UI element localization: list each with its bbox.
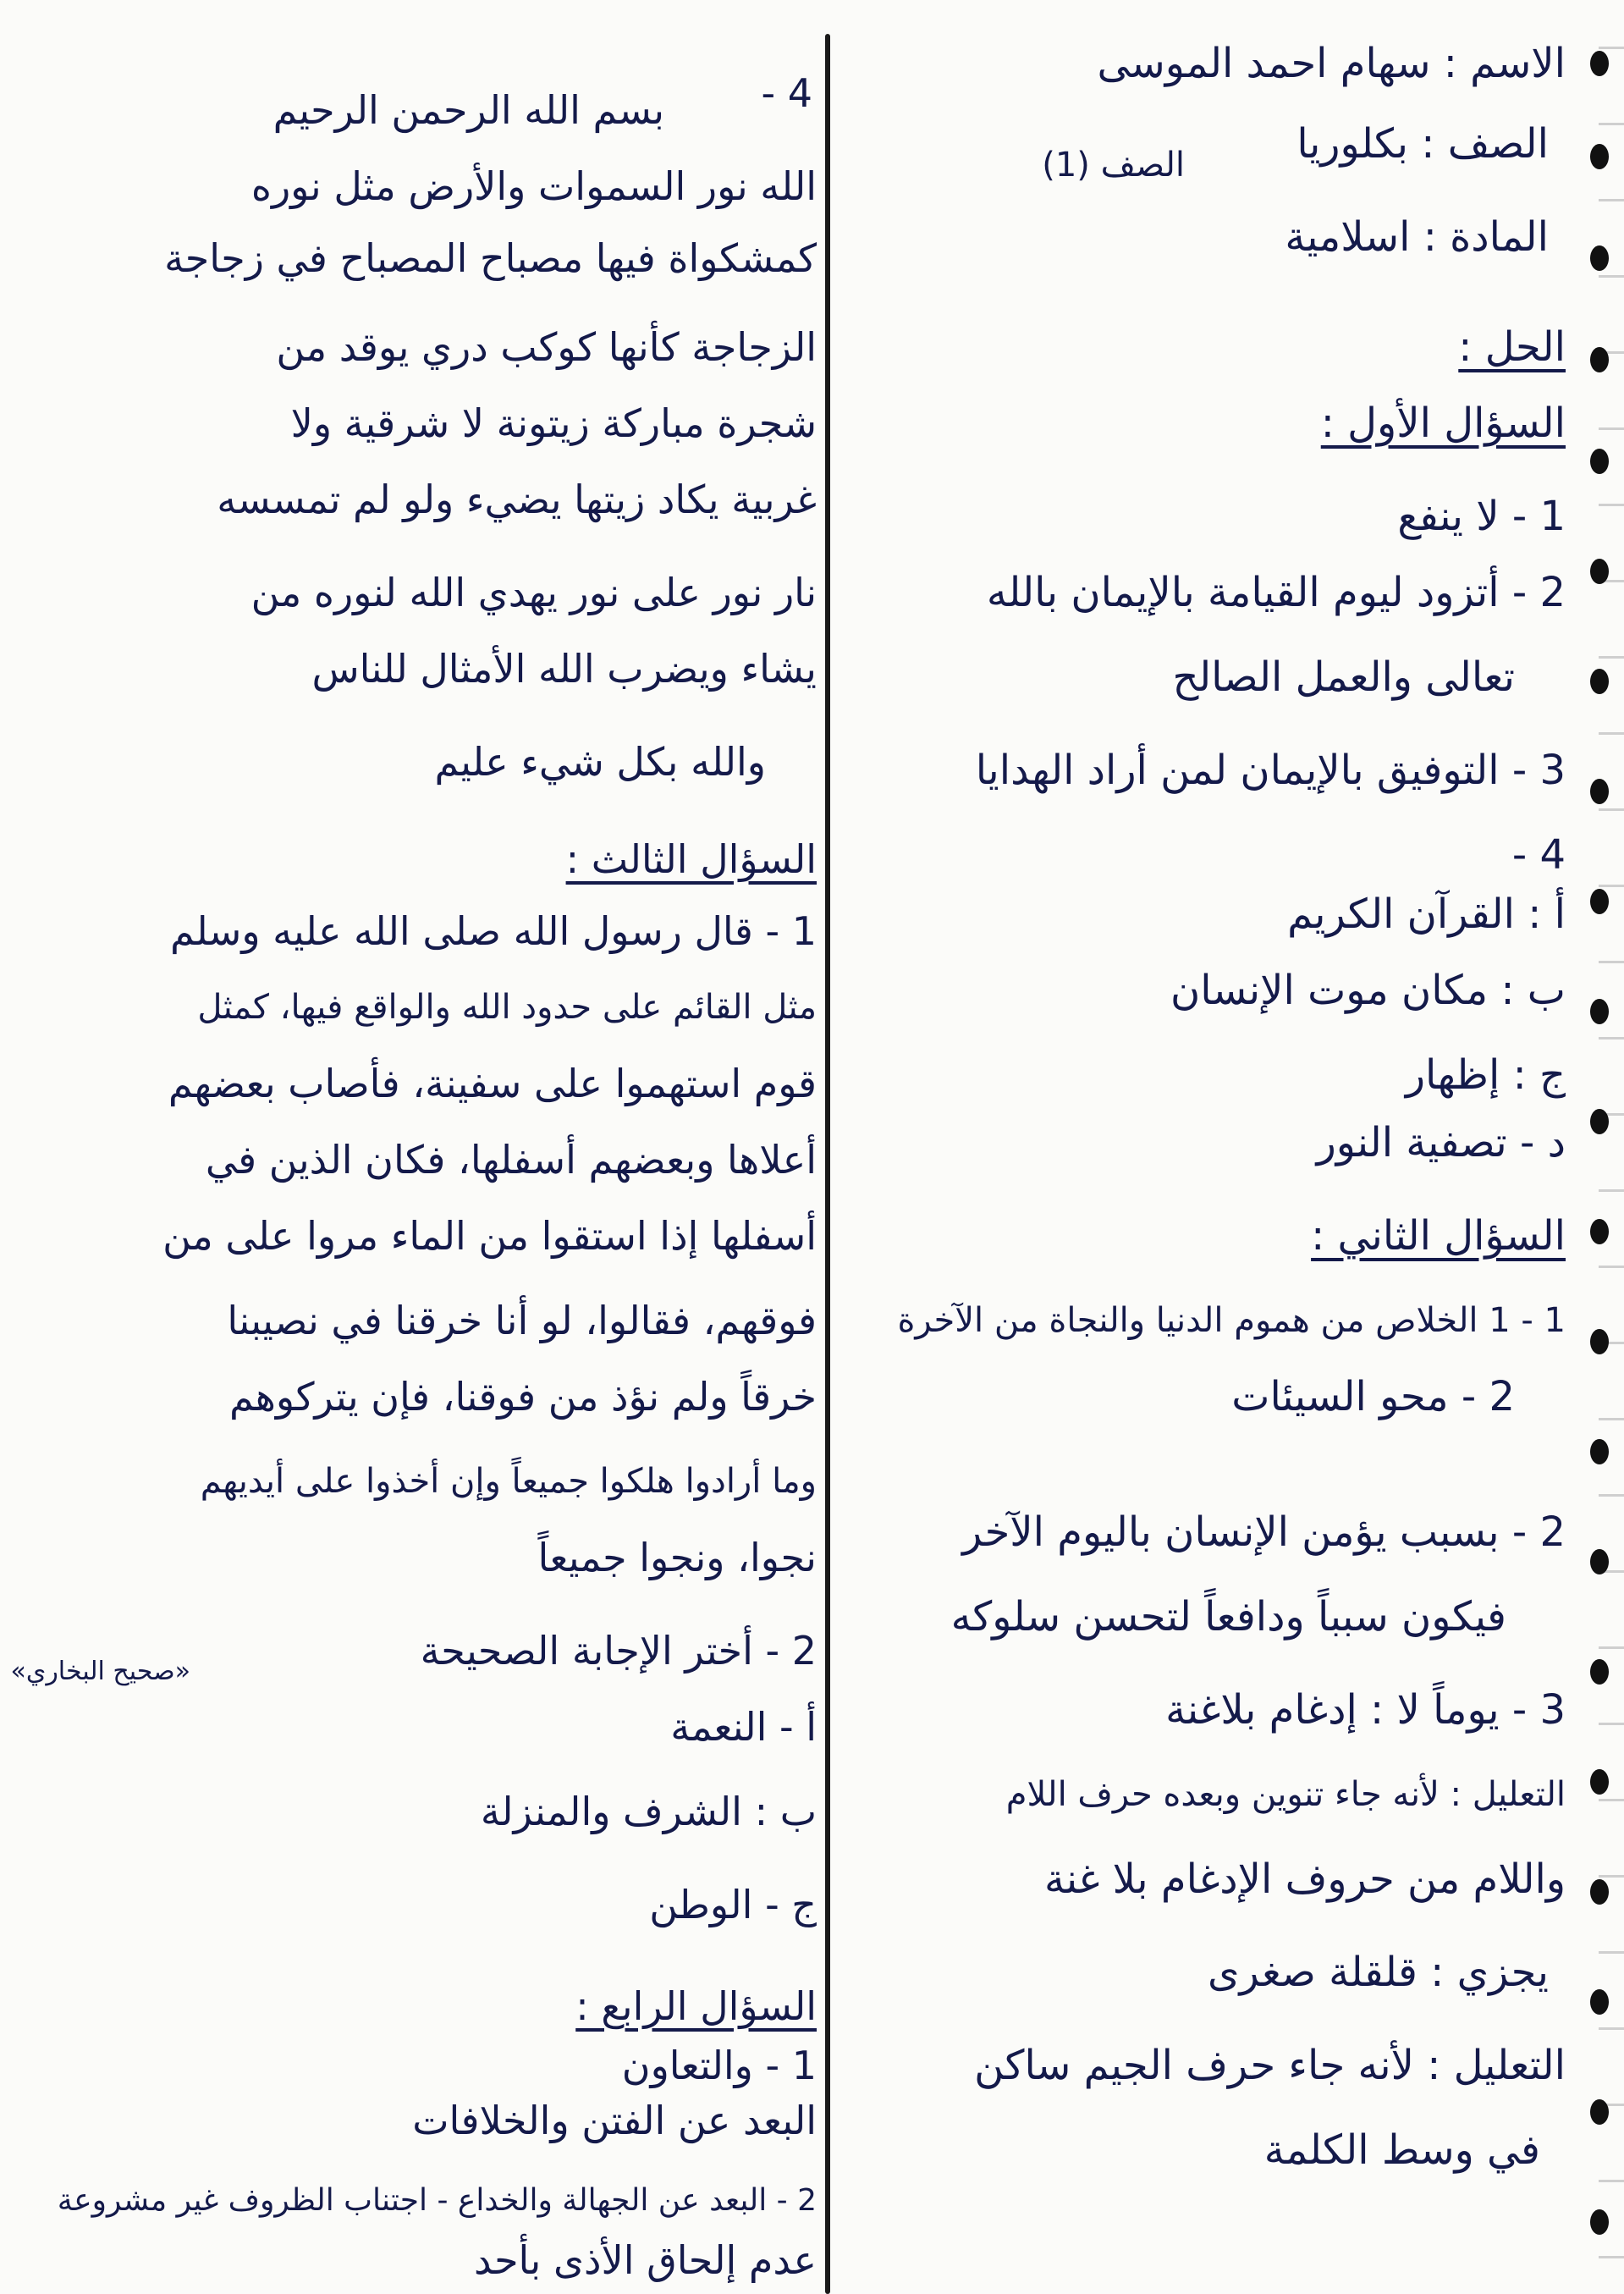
hadith-source: «صحيح البخاري» <box>10 1657 190 1686</box>
q1-line: تعالى والعمل الصالح <box>1172 653 1515 701</box>
binding-hole <box>1590 1329 1609 1354</box>
binding-hole <box>1590 889 1609 914</box>
binding-hole <box>1590 2099 1609 2125</box>
q1-title: السؤال الأول : <box>1320 400 1566 447</box>
q4-line: 2 - البعد عن الجهالة والخداع - اجتناب الظروف غير مشروعة <box>57 2183 817 2218</box>
q4-line: البعد عن الفتن والخلافات <box>412 2098 817 2143</box>
q2-line: في وسط الكلمة <box>1263 2126 1540 2174</box>
basmala: بسم الله الرحمن الرحيم <box>273 87 664 133</box>
q2-title: السؤال الثاني : <box>1311 1212 1566 1260</box>
notebook-binding <box>1599 0 1624 2294</box>
binding-hole <box>1590 779 1609 804</box>
binding-hole <box>1590 1659 1609 1685</box>
verse-line: والله بكل شيء عليم <box>434 739 766 785</box>
q4-title: السؤال الرابع : <box>575 1983 817 2029</box>
verse-line: نار نور على نور يهدي الله لنوره من <box>250 570 817 615</box>
q2-line: التعليل : لأنه جاء حرف الجيم ساكن <box>974 2042 1566 2089</box>
q2-line: 1 - 1 الخلاص من هموم الدنيا والنجاة من الآخرة <box>897 1301 1566 1340</box>
binding-hole <box>1590 1769 1609 1795</box>
verse-line: الزجاجة كأنها كوكب دري يوقد من <box>276 324 817 370</box>
q2-line: 2 - محو السيئات <box>1231 1373 1515 1420</box>
q3-line: مثل القائم على حدود الله والواقع فيها، كمثل <box>197 988 817 1027</box>
q3-line: 1 - قال رسول الله صلى الله عليه وسلم <box>169 908 817 954</box>
q3-line: فوقهم، فقالوا، لو أنا خرقنا في نصيبنا <box>227 1298 817 1343</box>
binding-hole <box>1590 999 1609 1024</box>
student-class: الصف : بكلوريا <box>1296 120 1549 168</box>
q3-line: أعلاها وبعضهم أسفلها، فكان الذين في <box>205 1137 817 1183</box>
verse-line: غربية يكاد زيتها يضيء ولو لم تمسسه <box>217 477 817 522</box>
binding-hole <box>1590 347 1609 372</box>
binding-hole <box>1590 51 1609 76</box>
q4-line: عدم إلحاق الأذى بأحد <box>473 2237 817 2283</box>
q3-line: خرقاً ولم نؤذ من فوقنا، فإن يتركوهم <box>229 1374 817 1420</box>
q3-line: ج - الوطن <box>649 1882 817 1927</box>
q2-line: يجزي : قلقلة صغرى <box>1207 1949 1549 1996</box>
binding-hole <box>1590 2209 1609 2235</box>
q1-line: أ : القرآن الكريم <box>1287 891 1566 938</box>
binding-hole <box>1590 449 1609 474</box>
binding-hole <box>1590 245 1609 271</box>
q3-line: وما أرادوا هلكوا جميعاً وإن أخذوا على أيديهم <box>200 1462 817 1501</box>
verse-line: كمشكواة فيها مصباح المصباح في زجاجة <box>164 235 817 281</box>
q1-line: 3 - التوفيق بالإيمان لمن أراد الهدايا <box>975 747 1566 794</box>
q2-line: فيكون سبباً ودافعاً لتحسن سلوكه <box>950 1593 1506 1641</box>
binding-hole <box>1590 1439 1609 1464</box>
verse-line: شجرة مباركة زيتونة لا شرقية ولا <box>290 400 817 446</box>
binding-hole <box>1590 559 1609 584</box>
q3-title: السؤال الثالث : <box>565 836 817 882</box>
q3-line: نجوا، ونجوا جميعاً <box>537 1535 817 1580</box>
q1-line: ب : مكان موت الإنسان <box>1170 967 1566 1014</box>
q2-line: واللام من حروف الإدغام بلا غنة <box>1044 1856 1566 1903</box>
q2-line: التعليل : لأنه جاء تنوين وبعده حرف اللام <box>1005 1775 1566 1814</box>
binding-hole <box>1590 1109 1609 1134</box>
q4-line: 1 - والتعاون <box>621 2043 817 2088</box>
q3-line: ب : الشرف والمنزلة <box>480 1789 817 1834</box>
binding-hole <box>1590 1219 1609 1244</box>
answer-title: الحل : <box>1458 323 1566 371</box>
verse-line: الله نور السموات والأرض مثل نوره <box>250 163 817 209</box>
subject: المادة : اسلامية <box>1285 213 1549 261</box>
binding-hole <box>1590 669 1609 694</box>
q2-line: 3 - يوماً لا : إدغام بلاغنة <box>1165 1686 1566 1734</box>
binding-hole <box>1590 1879 1609 1905</box>
q1-line: د - تصفية النور <box>1316 1119 1566 1166</box>
q3-line: أسفلها إذا استقوا من الماء مروا على من <box>162 1213 817 1259</box>
student-section: الصف (1) <box>1042 146 1185 185</box>
q1-line: 2 - أتزود ليوم القيامة بالإيمان بالله <box>986 569 1566 616</box>
left-column <box>10 0 817 2294</box>
q1-line: 1 - لا ينفع <box>1397 493 1566 540</box>
column-divider <box>825 34 830 2294</box>
q3-line: أ - النعمة <box>670 1704 817 1750</box>
binding-hole <box>1590 1549 1609 1574</box>
q1-line: 4 - <box>1511 831 1566 879</box>
binding-hole <box>1590 144 1609 169</box>
q3-line: قوم استهموا على سفينة، فأصاب بعضهم <box>168 1061 817 1106</box>
verse-line: يشاء ويضرب الله الأمثال للناس <box>311 646 817 692</box>
binding-hole <box>1590 1989 1609 2015</box>
right-column <box>846 0 1566 2294</box>
left-question-number: 4 - <box>761 70 812 116</box>
q2-line: 2 - بسبب يؤمن الإنسان باليوم الآخر <box>962 1508 1566 1556</box>
student-name: الاسم : سهام احمد الموسى <box>1097 40 1566 87</box>
q1-line: ج : إظهار <box>1405 1051 1566 1099</box>
q3-line: 2 - أختر الإجابة الصحيحة <box>420 1628 817 1674</box>
